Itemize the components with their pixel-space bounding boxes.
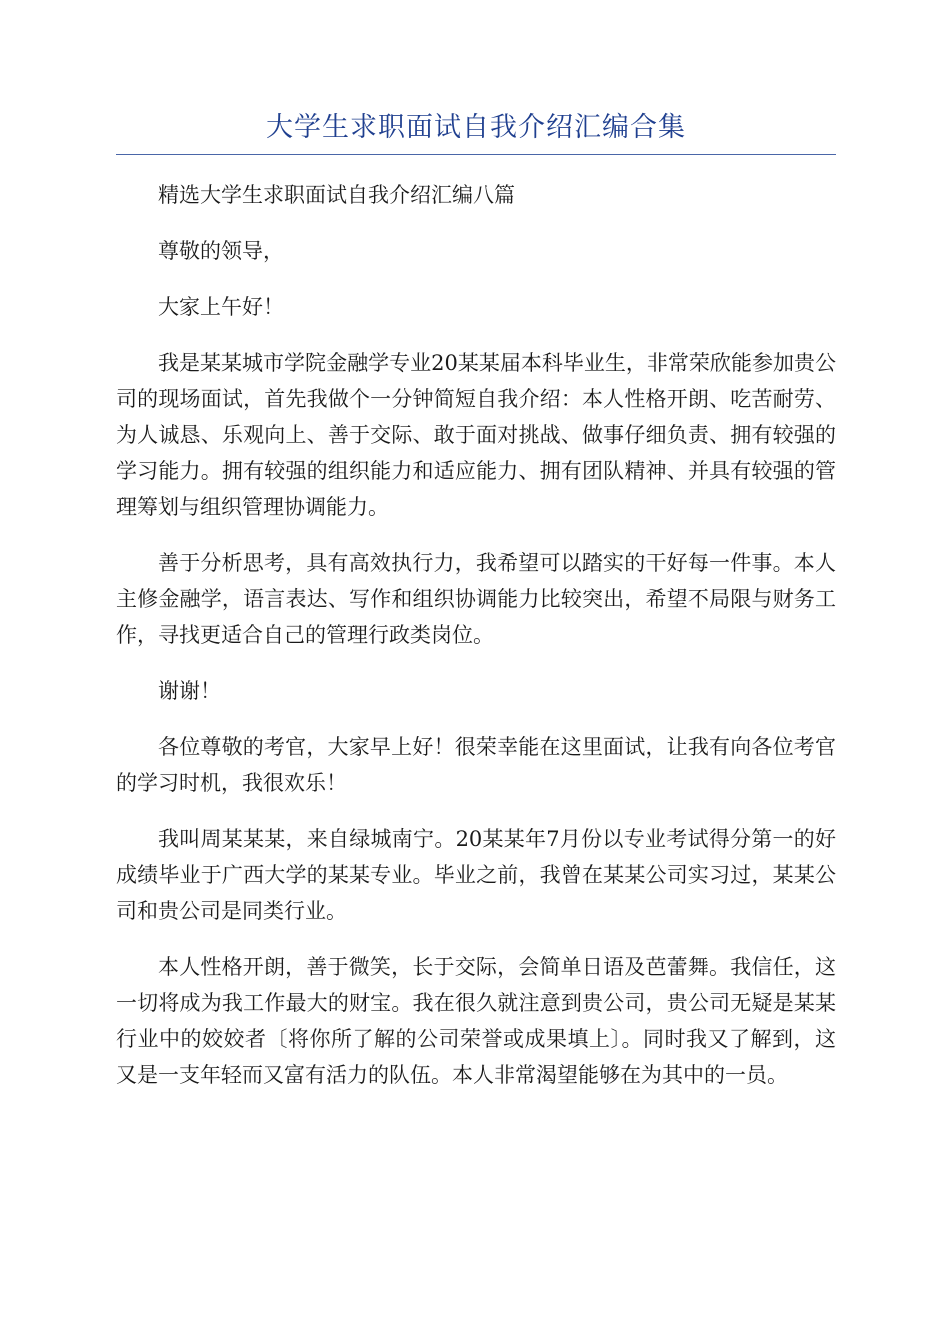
subtitle-paragraph: 精选大学生求职面试自我介绍汇编八篇	[158, 183, 515, 207]
document-page	[116, 108, 836, 1113]
body-paragraph: 善于分析思考，具有高效执行力，我希望可以踏实的干好每一件事。本人主修金融学，语言表达、写作和组织协调能力比较突出，希望不局限与财务工作，寻找更适合自己的管理行政类岗位。	[116, 551, 836, 647]
thanks-paragraph: 谢谢！	[158, 679, 221, 703]
body-paragraph: 各位尊敬的考官，大家早上好！很荣幸能在这里面试，让我有向各位考官的学习时机，我很欢乐！	[116, 735, 836, 795]
document-title: 大学生求职面试自我介绍汇编合集	[266, 112, 686, 143]
salutation-paragraph: 尊敬的领导，	[158, 239, 284, 263]
body-paragraph: 我是某某城市学院金融学专业20某某届本科毕业生，非常荣欣能参加贵公司的现场面试，首先我做个一分钟简短自我介绍：本人性格开朗、吃苦耐劳、为人诚恳、乐观向上、善于交际、敢于面对挑战、做事仔细负责、拥有较强的学习能力。拥有较强的组织能力和适应能力、拥有团队精神、并具有较强的管理筹划与组织管理协调能力。	[116, 351, 836, 519]
document-body	[116, 177, 836, 1093]
greeting-paragraph: 大家上午好！	[158, 295, 284, 319]
body-paragraph: 本人性格开朗，善于微笑，长于交际，会简单日语及芭蕾舞。我信任，这一切将成为我工作最大的财宝。我在很久就注意到贵公司，贵公司无疑是某某行业中的姣姣者〔将你所了解的公司荣誉或成果填上〕。同时我又了解到，这又是一支年轻而又富有活力的队伍。本人非常渴望能够在为其中的一员。	[116, 955, 836, 1087]
body-paragraph: 我叫周某某某，来自绿城南宁。20某某年7月份以专业考试得分第一的好成绩毕业于广西大学的某某专业。毕业之前，我曾在某某公司实习过，某某公司和贵公司是同类行业。	[116, 827, 836, 923]
title-underline	[116, 154, 836, 155]
